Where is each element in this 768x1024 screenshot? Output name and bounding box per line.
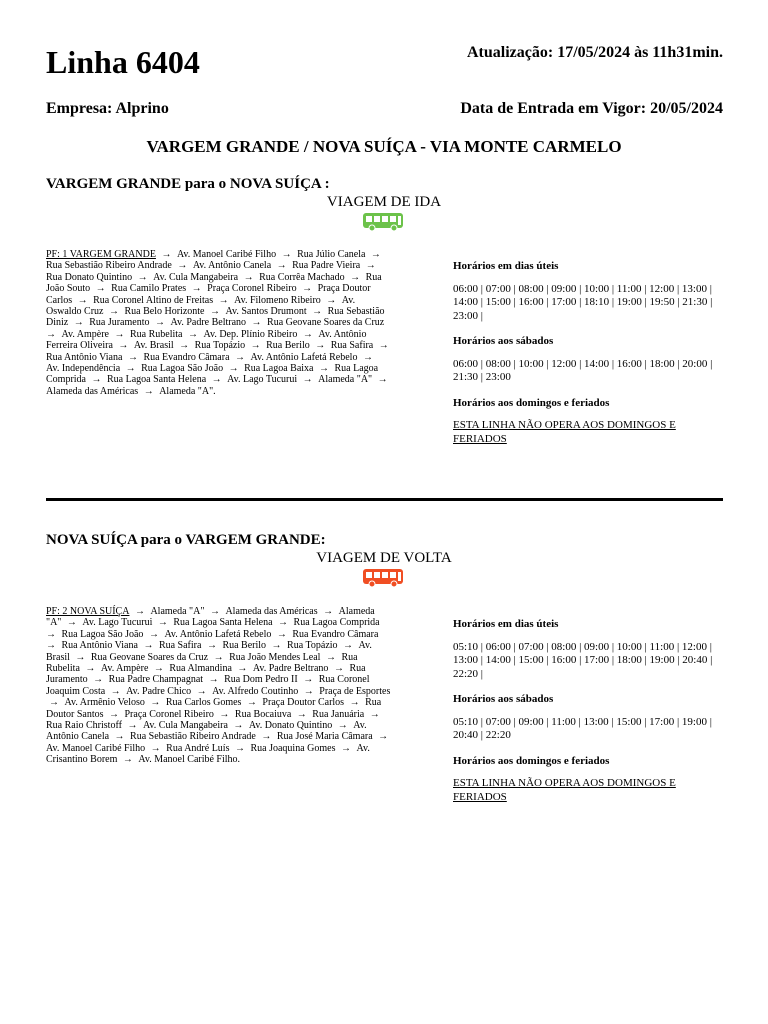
arrow-icon: →	[151, 663, 167, 675]
route-stop: Rua Lagoa Santa Helena	[173, 617, 273, 629]
arrow-icon: →	[112, 731, 128, 743]
route-stop: Av. Filomeno Ribeiro	[234, 294, 321, 306]
route-stop: Rua Corrêa Machado	[259, 271, 345, 283]
arrow-icon: →	[360, 351, 373, 363]
route-stop: Av. Antônio Lafetá Rebelo	[250, 351, 358, 363]
arrow-icon: →	[209, 374, 225, 386]
route-stop: Rua Carlos Gomes	[165, 697, 242, 709]
arrow-icon: →	[207, 306, 223, 318]
arrow-icon: →	[112, 328, 127, 340]
route-stop: Rua Coronel Altino de Freitas	[93, 294, 214, 306]
inbound-schedule	[453, 618, 723, 816]
route-stop: Rua Geovane Soares da Cruz	[267, 317, 385, 329]
route-stop: Rua Evandro Câmara	[292, 628, 379, 640]
arrow-icon: →	[108, 685, 124, 697]
arrow-icon: →	[89, 374, 104, 386]
inbound-route	[46, 606, 391, 766]
arrow-icon: →	[106, 306, 122, 318]
arrow-icon: →	[241, 271, 257, 283]
route-stop: Av. Manoel Caribé Filho.	[138, 754, 241, 766]
arrow-icon: →	[375, 731, 389, 743]
route-stop: Av. Oswaldo Cruz	[46, 294, 356, 318]
route-stop: Rua Lagoa São João	[61, 628, 144, 640]
route-stop: Rua Safira	[330, 340, 374, 352]
route-stop: Rua Dom Pedro II	[224, 674, 298, 686]
saturday-times: 06:00 | 08:00 | 10:00 | 12:00 | 14:00 | 16:00 | 18:00 | 20:00 | 21:30 | 23:00	[453, 357, 713, 383]
arrow-icon: →	[194, 685, 210, 697]
route-stop: Praça Coronel Ribeiro	[124, 708, 214, 720]
route-stop: Rua Joaquina Gomes	[250, 742, 336, 754]
line-name: VARGEM GRANDE / NOVA SUÍÇA - VIA MONTE CARMELO	[146, 137, 622, 156]
route-stop: Alameda "A"	[150, 606, 205, 617]
route-stop: Rua Juramento	[46, 663, 366, 686]
saturday-times: 05:10 | 07:00 | 09:00 | 11:00 | 13:00 | 15:00 | 17:00 | 19:00 | 20:40 | 22:20	[453, 715, 712, 741]
arrow-icon: →	[367, 708, 380, 720]
arrow-icon: →	[376, 340, 389, 352]
arrow-icon: →	[46, 640, 59, 652]
route-stop: Av. Padre Chico	[126, 685, 192, 697]
route-stop: Praça de Esportes	[319, 685, 391, 697]
weekday-times: 05:10 | 06:00 | 07:00 | 08:00 | 09:00 | 10:00 | 11:00 | 12:00 | 13:00 | 14:00 | 15:00 | 16:00 | 17:00 | 18:00 | 19:00 | 20:40 | 22:20 |	[453, 640, 713, 680]
route-stop: Rua Doutor Santos	[46, 697, 382, 720]
route-stop: Rua João Souto	[46, 271, 382, 295]
arrow-icon: →	[300, 674, 316, 686]
arrow-icon: →	[368, 249, 381, 260]
route-origin: PF: 1 VARGEM GRANDE	[46, 249, 156, 260]
arrow-icon: →	[309, 306, 325, 318]
company-name: Empresa: Alprino	[46, 100, 169, 117]
route-stop: Rua Almandina	[169, 663, 232, 675]
page-title: Linha 6404	[46, 44, 200, 80]
arrow-icon: →	[299, 283, 315, 295]
route-stop: Alameda das Américas	[46, 385, 139, 397]
route-stop: Rua Geovane Soares da Cruz	[90, 651, 209, 663]
route-stop: Rua Topázio	[287, 640, 338, 652]
route-stop: Av. Lago Tucurui	[227, 374, 298, 386]
arrow-icon: →	[71, 317, 87, 329]
route-stop: Rua Juramento	[89, 317, 150, 329]
arrow-icon: →	[216, 708, 232, 720]
arrow-icon: →	[124, 720, 140, 732]
arrow-icon: →	[155, 617, 171, 629]
route-stop: Av. Santos Drumont	[225, 306, 307, 318]
route-stop: Rua Padre Vieira	[292, 260, 361, 272]
arrow-icon: →	[176, 340, 192, 352]
route-stop: Av. Brasil	[133, 340, 174, 352]
outbound-route	[46, 249, 391, 397]
arrow-icon: →	[279, 249, 295, 260]
weekday-label: Horários em dias úteis	[453, 260, 559, 272]
arrow-icon: →	[312, 340, 328, 352]
weekday-label: Horários em dias úteis	[453, 618, 559, 630]
arrow-icon: →	[152, 317, 168, 329]
inbound-heading: NOVA SUÍÇA para o VARGEM GRANDE:	[46, 532, 326, 548]
arrow-icon: →	[300, 328, 316, 340]
arrow-icon: →	[331, 663, 347, 675]
arrow-icon: →	[93, 283, 109, 295]
arrow-icon: →	[300, 374, 316, 386]
route-stop: Av. Donato Quintino	[248, 720, 333, 732]
arrow-icon: →	[82, 663, 98, 675]
arrow-icon: →	[226, 363, 242, 375]
outbound-schedule	[453, 260, 723, 458]
route-stop: Av. Crisantino Borem	[46, 742, 370, 766]
arrow-icon: →	[320, 606, 336, 617]
route-stop: Praça Coronel Ribeiro	[207, 283, 297, 295]
arrow-icon: →	[294, 708, 310, 720]
route-stop: Rua Safira	[158, 640, 202, 652]
route-stop: Alameda das Américas	[225, 606, 318, 617]
arrow-icon: →	[347, 697, 363, 709]
route-stop: Rua Evandro Câmara	[143, 351, 230, 363]
arrow-icon: →	[207, 606, 223, 617]
arrow-icon: →	[64, 617, 80, 629]
route-stop: Rua Donato Quintino	[46, 271, 133, 283]
arrow-icon: →	[147, 697, 163, 709]
route-stop: Av. Cula Mangabeira	[142, 720, 228, 732]
saturday-label: Horários aos sábados	[453, 335, 554, 347]
route-stop: Av. Armênio Veloso	[64, 697, 145, 709]
route-stop: Av. Cula Mangabeira	[153, 271, 239, 283]
arrow-icon: →	[75, 294, 91, 306]
arrow-icon: →	[232, 351, 248, 363]
arrow-icon: →	[232, 742, 248, 754]
arrow-icon: →	[375, 374, 388, 386]
arrow-icon: →	[249, 317, 265, 329]
bus-icon	[362, 568, 404, 588]
route-stop: Rua João Mendes Leal	[229, 651, 321, 663]
arrow-icon: →	[269, 640, 285, 652]
arrow-icon: →	[90, 674, 106, 686]
route-stop: Rua Lagoa Baixa	[244, 363, 314, 375]
route-stop: Rua André Luís	[166, 742, 230, 754]
arrow-icon: →	[274, 628, 290, 640]
arrow-icon: →	[244, 697, 260, 709]
holiday-label: Horários aos domingos e feriados	[453, 754, 610, 767]
route-stop: Av. Brasil	[46, 640, 372, 663]
holiday-notice: ESTA LINHA NÃO OPERA AOS DOMINGOS E FERIADOS	[453, 419, 676, 445]
route-stop: Rua Lagoa Comprida	[293, 617, 380, 629]
effective-date: Data de Entrada em Vigor: 20/05/2024	[460, 100, 723, 117]
route-stop: Praça Doutor Carlos	[46, 283, 371, 306]
arrow-icon: →	[174, 260, 190, 272]
arrow-icon: →	[323, 651, 339, 663]
route-stop: Alameda "A"	[318, 374, 373, 386]
route-stop: Rua Lagoa São João	[141, 363, 224, 375]
route-stop: Rua Belo Horizonte	[124, 306, 205, 318]
route-stop: Av. Padre Beltrano	[170, 317, 247, 329]
bus-icon	[362, 212, 404, 232]
arrow-icon: →	[158, 249, 174, 260]
arrow-icon: →	[248, 340, 264, 352]
arrow-icon: →	[106, 708, 122, 720]
route-stop: Rua Bocaiuva	[234, 708, 292, 720]
outbound-trip-label: VIAGEM DE IDA	[326, 194, 442, 210]
arrow-icon: →	[115, 340, 131, 352]
route-stop: Rua Raio Christoff	[46, 720, 122, 732]
arrow-icon: →	[340, 640, 356, 652]
arrow-icon: →	[211, 651, 227, 663]
route-stop: Av. Antônio Ferreira Oliveira	[46, 328, 367, 352]
weekday-times: 06:00 | 07:00 | 08:00 | 09:00 | 10:00 | 11:00 | 12:00 | 13:00 | 14:00 | 15:00 | 16:00 | 17:00 | 18:10 | 19:00 | 19:50 | 21:30 | 23:00 |	[453, 282, 713, 322]
route-stop: Av. Alfredo Coutinho	[212, 685, 299, 697]
route-stop: Av. Lago Tucurui	[82, 617, 153, 629]
route-stop: Rua Rubelita	[130, 328, 183, 340]
arrow-icon: →	[148, 742, 164, 754]
route-stop: Rua Padre Champagnat	[108, 674, 204, 686]
arrow-icon: →	[132, 606, 148, 617]
arrow-icon: →	[72, 651, 88, 663]
arrow-icon: →	[258, 731, 274, 743]
route-stop: Av. Manoel Caribé Filho	[46, 742, 146, 754]
holiday-notice: ESTA LINHA NÃO OPERA AOS DOMINGOS E FERIADOS	[453, 777, 676, 803]
route-stop: Av. Ampère	[61, 328, 109, 340]
arrow-icon: →	[274, 260, 290, 272]
arrow-icon: →	[46, 628, 59, 640]
route-stop: Rua Sebastião Diniz	[46, 306, 385, 329]
route-stop: Rua Antônio Viana	[61, 640, 138, 652]
route-stop: Rua José Maria Câmara	[276, 731, 373, 743]
route-stop: Av. Antônio Lafetá Rebelo	[164, 628, 272, 640]
route-stop: Rua Berilo	[222, 640, 267, 652]
arrow-icon: →	[189, 283, 205, 295]
route-stop: Av. Independência	[46, 363, 121, 375]
route-stop: Rua Berilo	[266, 340, 310, 352]
route-stop: Rua Camilo Prates	[111, 283, 187, 295]
arrow-icon: →	[363, 260, 376, 272]
arrow-icon: →	[230, 720, 246, 732]
route-stop: Av. Ampère	[100, 663, 149, 675]
arrow-icon: →	[338, 742, 354, 754]
arrow-icon: →	[49, 697, 62, 709]
section-divider	[46, 498, 723, 501]
route-stop: Rua Lagoa Comprida	[46, 363, 379, 386]
arrow-icon: →	[316, 363, 332, 375]
arrow-icon: →	[146, 628, 162, 640]
route-stop: Rua Júlio Canela	[297, 249, 366, 260]
arrow-icon: →	[234, 663, 250, 675]
route-stop: Rua Lagoa Santa Helena	[107, 374, 207, 386]
arrow-icon: →	[323, 294, 339, 306]
arrow-icon: →	[206, 674, 222, 686]
route-stop: Rua Januária	[312, 708, 365, 720]
outbound-heading: VARGEM GRANDE para o NOVA SUÍÇA :	[46, 176, 330, 192]
route-stop: Av. Antônio Canela	[192, 260, 272, 272]
arrow-icon: →	[140, 640, 156, 652]
arrow-icon: →	[204, 640, 220, 652]
route-stop: Av. Dep. Plínio Ribeiro	[203, 328, 298, 340]
route-stop: Rua Antônio Viana	[46, 351, 123, 363]
route-stop: Rua Rubelita	[46, 651, 358, 675]
arrow-icon: →	[120, 754, 136, 766]
arrow-icon: →	[141, 385, 157, 397]
saturday-label: Horários aos sábados	[453, 693, 554, 705]
arrow-icon: →	[216, 294, 232, 306]
route-stop: Av. Antônio Canela	[46, 720, 367, 743]
route-origin: PF: 2 NOVA SUÍÇA	[46, 606, 130, 617]
route-stop: Alameda "A"	[46, 606, 375, 629]
holiday-label: Horários aos domingos e feriados	[453, 396, 610, 409]
arrow-icon: →	[335, 720, 351, 732]
update-timestamp: Atualização: 17/05/2024 às 11h31min.	[466, 44, 723, 61]
arrow-icon: →	[123, 363, 139, 375]
route-stop: Rua Sebastião Ribeiro Andrade	[130, 731, 256, 743]
route-stop: Rua Topázio	[194, 340, 246, 352]
route-stop: Praça Doutor Carlos	[262, 697, 345, 709]
arrow-icon: →	[275, 617, 291, 629]
route-stop: Av. Padre Beltrano	[252, 663, 329, 675]
route-stop: Rua Sebastião Ribeiro Andrade	[46, 260, 172, 272]
arrow-icon: →	[301, 685, 317, 697]
arrow-icon: →	[125, 351, 141, 363]
arrow-icon: →	[185, 328, 201, 340]
arrow-icon: →	[46, 328, 59, 340]
arrow-icon: →	[135, 271, 151, 283]
route-stop: Alameda "A".	[159, 385, 216, 397]
inbound-trip-label: VIAGEM DE VOLTA	[316, 550, 452, 566]
route-stop: Av. Manoel Caribé Filho	[176, 249, 277, 260]
route-stop: Rua Coronel Joaquim Costa	[46, 674, 370, 697]
arrow-icon: →	[347, 271, 363, 283]
